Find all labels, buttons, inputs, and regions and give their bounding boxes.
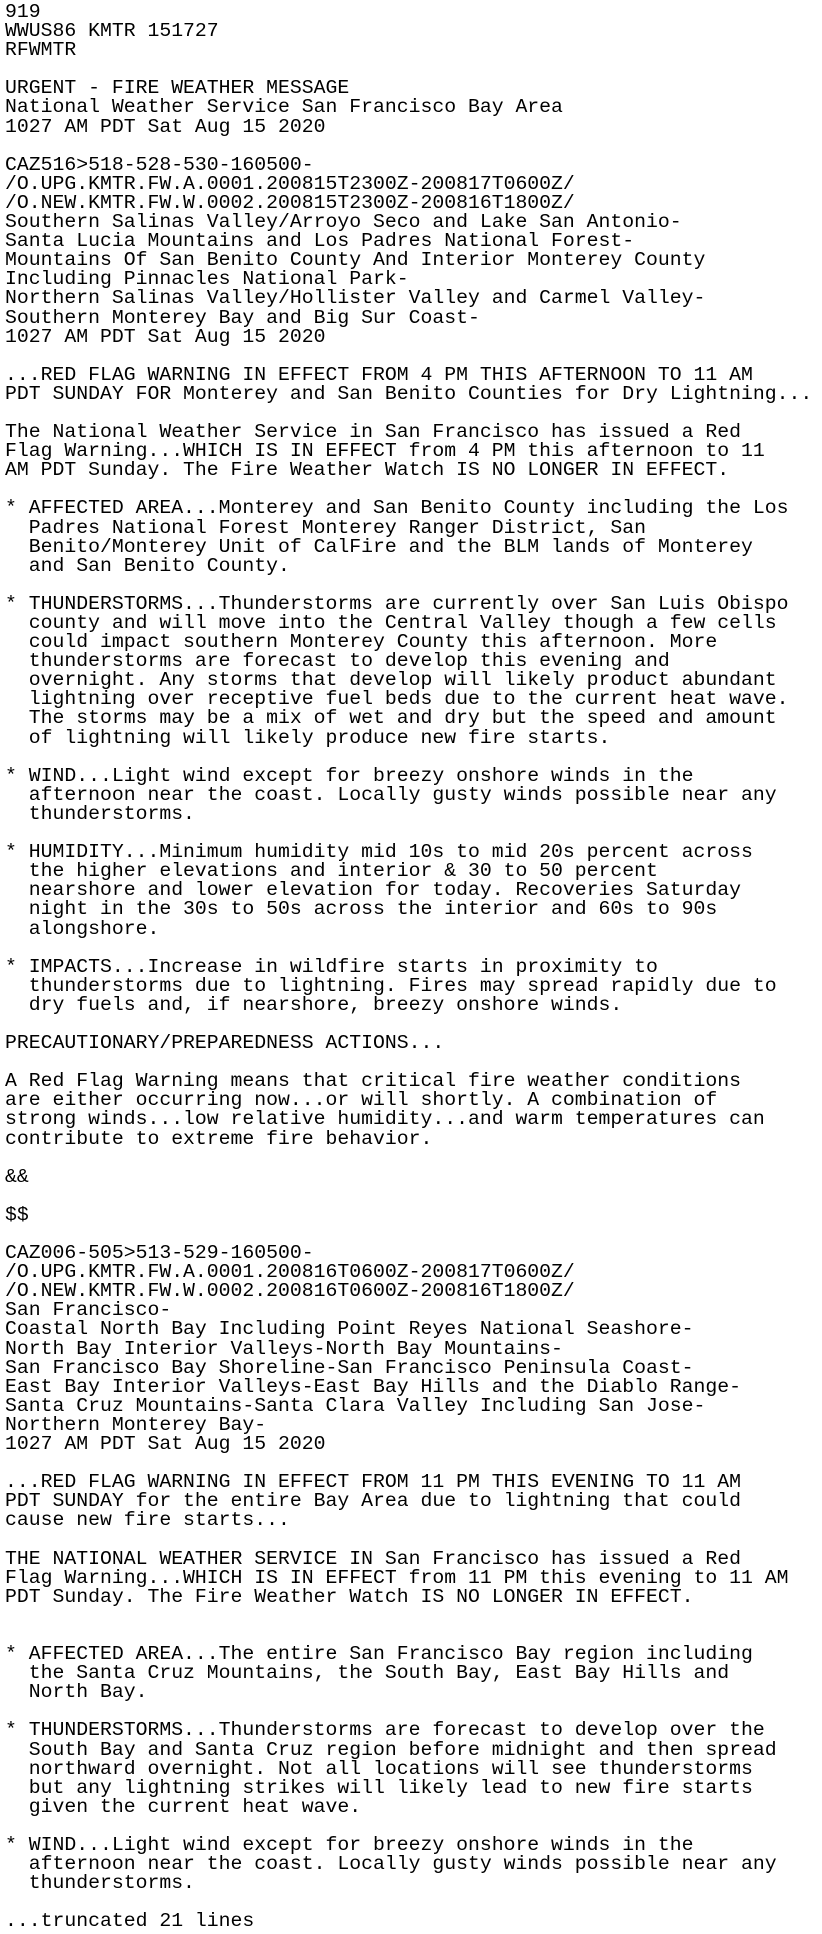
text-line: lightning over receptive fuel beds due to the current heat wave. [5,688,789,711]
text-line: Southern Salinas Valley/Arroyo Seco and Lake San Antonio- [5,211,682,234]
blank-line [5,1149,817,1168]
text-line: URGENT - FIRE WEATHER MESSAGE [5,77,350,100]
text-line: && [5,1165,29,1188]
text-line: alongshore. [5,917,160,940]
text-line: San Francisco- [5,1299,172,1322]
text-line: North Bay. [5,1681,148,1704]
text-line: of lightning will likely produce new fire starts. [5,726,611,749]
text-line: could impact southern Monterey County this afternoon. More [5,631,718,654]
text-line: nearshore and lower elevation for today. Recoveries Saturday [5,879,741,902]
text-line: * THUNDERSTORMS...Thunderstorms are forecast to develop over the [5,1719,765,1742]
text-line: thunderstorms are forecast to develop this evening and [5,650,670,673]
text-line: 1027 AM PDT Sat Aug 15 2020 [5,325,326,348]
text-line: A Red Flag Warning means that critical fire weather conditions [5,1070,741,1093]
text-line: /O.NEW.KMTR.FW.W.0002.200816T0600Z-200816T1800Z/ [5,1280,575,1303]
text-line: * HUMIDITY...Minimum humidity mid 10s to mid 20s percent across [5,841,753,864]
text-line: $$ [5,1203,29,1226]
text-line: overnight. Any storms that develop will likely product abundant [5,669,777,692]
text-line: CAZ516>518-528-530-160500- [5,153,314,176]
text-line: 1027 AM PDT Sat Aug 15 2020 [5,1433,326,1456]
text-line: San Francisco Bay Shoreline-San Francisco Peninsula Coast- [5,1356,694,1379]
text-line: PDT SUNDAY for the entire Bay Area due to lightning that could [5,1490,741,1513]
text-line: Southern Monterey Bay and Big Sur Coast- [5,306,480,329]
text-line: South Bay and Santa Cruz region before midnight and then spread [5,1738,777,1761]
text-line: North Bay Interior Valleys-North Bay Mountains- [5,1337,563,1360]
blank-line [5,939,817,958]
text-line: PRECAUTIONARY/PREPAREDNESS ACTIONS... [5,1032,445,1055]
text-line: * THUNDERSTORMS...Thunderstorms are currently over San Luis Obispo [5,592,789,615]
text-line: 919 [5,1,41,23]
text-line: county and will move into the Central Valley though a few cells [5,612,777,634]
text-line: Coastal North Bay Including Point Reyes National Seashore- [5,1318,694,1341]
blank-line [5,137,817,156]
text-line: cause new fire starts... [5,1509,290,1532]
text-line: afternoon near the coast. Locally gusty winds possible near any [5,783,777,806]
text-line: * IMPACTS...Increase in wildfire starts in proximity to [5,955,658,978]
blank-line [5,1531,817,1550]
text-line: ...truncated 21 lines [5,1910,255,1933]
text-line: 1027 AM PDT Sat Aug 15 2020 [5,115,326,138]
text-line: * AFFECTED AREA...Monterey and San Benito County including the Los [5,497,789,520]
text-line: Mountains Of San Benito County And Interior Monterey County [5,249,706,272]
text-line: Flag Warning...WHICH IS IN EFFECT from 11 PM this evening to 11 AM [5,1566,789,1589]
text-line: Santa Cruz Mountains-Santa Clara Valley Including San Jose- [5,1394,706,1417]
blank-line [5,748,817,767]
blank-line [5,347,817,366]
text-line: Including Pinnacles National Park- [5,268,409,291]
text-line: WWUS86 KMTR 151727 [5,20,219,43]
text-line: PDT Sunday. The Fire Weather Watch IS NO LONGER IN EFFECT. [5,1585,694,1608]
text-line: Northern Monterey Bay- [5,1413,267,1436]
text-line: Santa Lucia Mountains and Los Padres National Forest- [5,230,635,253]
text-line: AM PDT Sunday. The Fire Weather Watch IS NO LONGER IN EFFECT. [5,459,730,482]
text-line: RFWMTR [5,39,77,62]
text-line: The National Weather Service in San Francisco has issued a Red [5,421,741,444]
text-line: and San Benito County. [5,554,290,577]
text-line: thunderstorms. [5,802,195,825]
text-line: * WIND...Light wind except for breezy onshore winds in the [5,764,694,787]
text-line: are either occurring now...or will shortly. A combination of [5,1089,718,1112]
text-line: East Bay Interior Valleys-East Bay Hills and the Diablo Range- [5,1375,741,1398]
text-line: the Santa Cruz Mountains, the South Bay, East Bay Hills and [5,1662,730,1685]
text-line: /O.UPG.KMTR.FW.A.0001.200815T2300Z-200817T0600Z/ [5,172,575,195]
text-line: /O.NEW.KMTR.FW.W.0002.200815T2300Z-200816T1800Z/ [5,191,575,214]
text-line: afternoon near the coast. Locally gusty winds possible near any [5,1853,777,1876]
text-line: The storms may be a mix of wet and dry but the speed and amount [5,707,777,730]
text-line: night in the 30s to 50s across the interior and 60s to 90s [5,898,718,921]
text-line: strong winds...low relative humidity...and warm temperatures can [5,1108,765,1131]
text-line: Benito/Monterey Unit of CalFire and the BLM lands of Monterey [5,535,753,558]
text-line: * AFFECTED AREA...The entire San Francisco Bay region including [5,1643,753,1666]
text-line: contribute to extreme fire behavior. [5,1127,433,1150]
text-line: * WIND...Light wind except for breezy onshore winds in the [5,1834,694,1856]
text-line: CAZ006-505>513-529-160500- [5,1242,314,1265]
text-line: thunderstorms due to lightning. Fires may spread rapidly due to [5,974,777,997]
text-line: ...RED FLAG WARNING IN EFFECT FROM 4 PM THIS AFTERNOON TO 11 AM [5,363,753,386]
blank-line [5,1607,817,1626]
text-line: National Weather Service San Francisco Bay Area [5,96,563,119]
text-line: given the current heat wave. [5,1795,362,1818]
text-line: Flag Warning...WHICH IS IN EFFECT from 4 PM this afternoon to 11 [5,440,765,463]
text-line: northward overnight. Not all locations will see thunderstorms [5,1757,753,1780]
text-line: PDT SUNDAY FOR Monterey and San Benito Counties for Dry Lightning... [5,382,813,405]
text-line: /O.UPG.KMTR.FW.A.0001.200816T0600Z-200817T0600Z/ [5,1261,575,1284]
text-line: THE NATIONAL WEATHER SERVICE IN San Francisco has issued a Red [5,1547,741,1570]
text-line: Padres National Forest Monterey Ranger District, San [5,516,647,539]
text-line: but any lightning strikes will likely lead to new fire starts [5,1776,753,1799]
text-line: ...RED FLAG WARNING IN EFFECT FROM 11 PM THIS EVENING TO 11 AM [5,1471,741,1494]
text-line: thunderstorms. [5,1872,195,1895]
text-line: the higher elevations and interior & 30 to 50 percent [5,860,658,883]
text-line: Northern Salinas Valley/Hollister Valley and Carmel Valley- [5,287,706,310]
blank-line [5,1187,817,1206]
text-line: dry fuels and, if nearshore, breezy onshore winds. [5,993,623,1016]
